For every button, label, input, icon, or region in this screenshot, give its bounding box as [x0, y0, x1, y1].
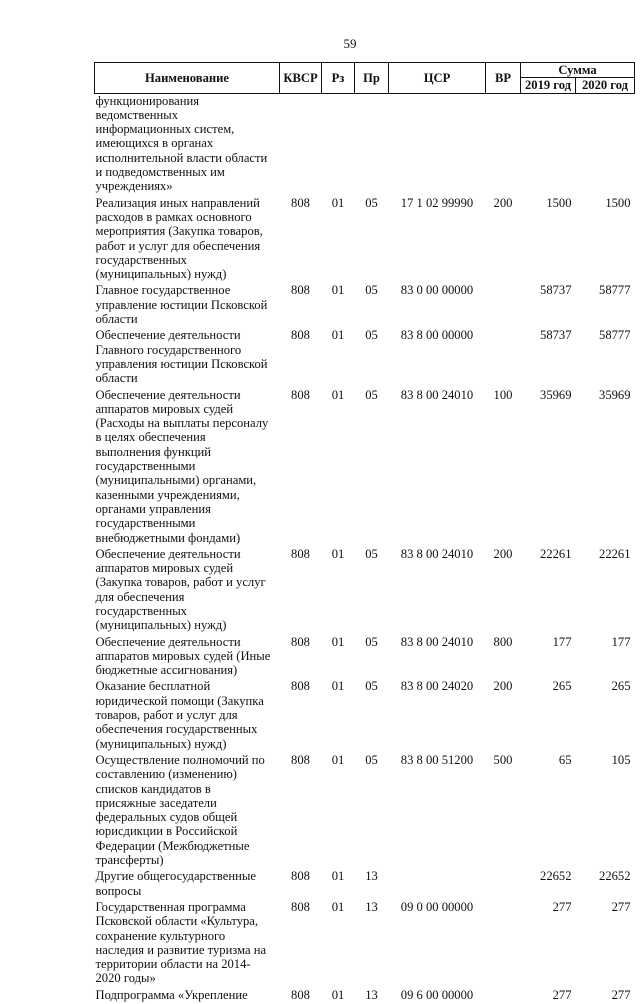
- header-csr: ЦСР: [389, 63, 486, 94]
- row-csr: 83 8 00 51200: [400, 752, 474, 767]
- row-sum-2019: 65: [558, 752, 572, 767]
- row-vr: [486, 328, 521, 387]
- row-sum-2020: 1500: [605, 195, 631, 210]
- row-kvsr: 808: [291, 752, 310, 767]
- row-sum-2019: 277: [552, 987, 572, 1002]
- row-sum-2020: 105: [611, 752, 631, 767]
- row-name: Главное государственное управление юстиции Псковской области: [95, 283, 268, 327]
- row-vr: 500: [493, 752, 513, 767]
- row-vr: 100: [493, 387, 513, 402]
- row-csr: 83 0 00 00000: [400, 283, 474, 298]
- row-sum-2019: 58737: [540, 283, 572, 298]
- row-sum-2020: 177: [611, 634, 631, 649]
- row-pr: 13: [365, 899, 378, 914]
- row-rz: 01: [331, 634, 345, 649]
- row-name: Осуществление полномочий по составлению (изменению) списков кандидатов в присяжные заседатели федеральных судов общей юрисдикции в Российской Федерации (Межбюджетные трансферты): [95, 752, 265, 868]
- row-csr: [389, 869, 486, 900]
- table-row: [95, 869, 635, 900]
- row-name: Обеспечение деятельности аппаратов мировых судей (Иные бюджетные ассигнования): [95, 634, 271, 678]
- row-pr: 05: [365, 387, 378, 402]
- row-kvsr: [280, 93, 322, 196]
- row-sum-2019: 22652: [540, 869, 572, 884]
- row-pr: 05: [365, 679, 378, 694]
- row-kvsr: 808: [291, 869, 310, 884]
- row-rz: 01: [331, 752, 345, 767]
- row-rz: 01: [331, 546, 345, 561]
- row-kvsr: 808: [291, 987, 310, 1002]
- row-rz: [322, 93, 355, 196]
- row-vr: [486, 988, 521, 1004]
- row-sum-2020: [576, 93, 635, 196]
- row-name: Государственная программа Псковской области «Культура, сохранение культурного наследия и развитие туризма на территории области на 2014-2020 годы»: [95, 899, 267, 986]
- row-vr: 200: [493, 546, 513, 561]
- row-rz: 01: [331, 987, 345, 1002]
- row-csr: 83 8 00 00000: [400, 328, 474, 343]
- row-kvsr: 808: [291, 195, 310, 210]
- table-row: [95, 93, 635, 196]
- table-row: [95, 753, 635, 869]
- row-sum-2020: 265: [611, 679, 631, 694]
- row-sum-2020: 22261: [599, 546, 631, 561]
- row-kvsr: 808: [291, 328, 310, 343]
- row-csr: 09 6 00 00000: [400, 987, 474, 1002]
- table-body: [95, 93, 635, 1004]
- row-csr: 83 8 00 24020: [400, 679, 474, 694]
- page-number: 59: [343, 36, 357, 51]
- row-vr: [486, 869, 521, 900]
- row-pr: 05: [365, 328, 378, 343]
- header-name: Наименование: [95, 63, 280, 94]
- row-name: Оказание бесплатной юридической помощи (Закупка товаров, работ и услуг для обеспечения государственных (муниципальных) нужд): [95, 679, 264, 751]
- table-row: [95, 988, 635, 1004]
- row-name: функционирования ведомственных информационных систем, имеющихся в органах исполнительной власти области и подведомственных им учреждениях»: [95, 93, 268, 194]
- row-sum-2020: 277: [611, 987, 631, 1002]
- row-pr: 05: [365, 752, 378, 767]
- row-pr: 13: [365, 987, 378, 1002]
- row-sum-2019: 277: [552, 899, 572, 914]
- table-row: [95, 283, 635, 328]
- row-name: Другие общегосударственные вопросы: [95, 869, 256, 898]
- table-row: [95, 547, 635, 635]
- row-kvsr: 808: [291, 679, 310, 694]
- table-row: [95, 635, 635, 680]
- row-name: Обеспечение деятельности аппаратов мировых судей (Закупка товаров, работ и услуг для обеспечения государственных (муниципальных) нужд): [95, 546, 266, 633]
- row-kvsr: 808: [291, 387, 310, 402]
- row-csr: 09 0 00 00000: [400, 899, 474, 914]
- header-sum: Сумма: [521, 63, 635, 78]
- row-rz: 01: [331, 899, 345, 914]
- row-pr: 05: [365, 546, 378, 561]
- row-pr: 05: [365, 283, 378, 298]
- row-kvsr: 808: [291, 899, 310, 914]
- row-sum-2019: 265: [552, 679, 572, 694]
- row-sum-2020: 35969: [599, 387, 631, 402]
- header-2019: 2019 год: [521, 78, 576, 93]
- row-sum-2020: 58777: [599, 328, 631, 343]
- row-csr: 17 1 02 99990: [400, 195, 474, 210]
- row-rz: 01: [331, 869, 345, 884]
- row-csr: 83 8 00 24010: [400, 634, 474, 649]
- header-pr: Пр: [355, 63, 389, 94]
- header-kvsr: КВСР: [280, 63, 322, 94]
- row-pr: 05: [365, 634, 378, 649]
- row-vr: [486, 900, 521, 988]
- budget-table: [94, 62, 635, 1004]
- table-row: [95, 900, 635, 988]
- row-rz: 01: [331, 195, 345, 210]
- table-row: [95, 679, 635, 752]
- row-name: Подпрограмма «Укрепление: [95, 987, 248, 1002]
- row-sum-2019: 58737: [540, 328, 572, 343]
- row-vr: 800: [493, 634, 513, 649]
- row-csr: 83 8 00 24010: [400, 546, 474, 561]
- row-vr: [486, 283, 521, 328]
- header-vr: ВР: [486, 63, 521, 94]
- row-name: Обеспечение деятельности аппаратов мировых судей (Расходы на выплаты персоналу в целях обеспечения выполнения функций государственными (муниципальными) органами, казенными учреждениями, органами управления государственными внебюджетными фондами): [95, 387, 269, 545]
- row-sum-2019: 22261: [540, 546, 572, 561]
- header-rz: Рз: [322, 63, 355, 94]
- row-kvsr: 808: [291, 283, 310, 298]
- row-name: Реализация иных направлений расходов в рамках основного мероприятия (Закупка товаров, работ и услуг для обеспечения государственных (муниципальных) нужд): [95, 195, 263, 282]
- row-pr: 13: [365, 869, 378, 884]
- table-row: [95, 196, 635, 284]
- row-pr: 05: [365, 195, 378, 210]
- row-rz: 01: [331, 387, 345, 402]
- row-vr: 200: [493, 679, 513, 694]
- row-sum-2019: 1500: [546, 195, 572, 210]
- row-csr: 83 8 00 24010: [400, 387, 474, 402]
- row-pr: [355, 93, 389, 196]
- row-sum-2019: [521, 93, 576, 196]
- row-kvsr: 808: [291, 634, 310, 649]
- row-name: Обеспечение деятельности Главного государственного управления юстиции Псковской области: [95, 328, 268, 386]
- table-row: [95, 328, 635, 387]
- row-sum-2019: 35969: [540, 387, 572, 402]
- row-vr: [486, 93, 521, 196]
- row-sum-2019: 177: [552, 634, 572, 649]
- row-sum-2020: 58777: [599, 283, 631, 298]
- row-sum-2020: 277: [611, 899, 631, 914]
- row-kvsr: 808: [291, 546, 310, 561]
- header-2020: 2020 год: [576, 78, 635, 93]
- row-rz: 01: [331, 679, 345, 694]
- row-sum-2020: 22652: [599, 869, 631, 884]
- table-row: [95, 388, 635, 547]
- row-rz: 01: [331, 283, 345, 298]
- row-rz: 01: [331, 328, 345, 343]
- row-vr: 200: [493, 195, 513, 210]
- row-csr: [389, 93, 486, 196]
